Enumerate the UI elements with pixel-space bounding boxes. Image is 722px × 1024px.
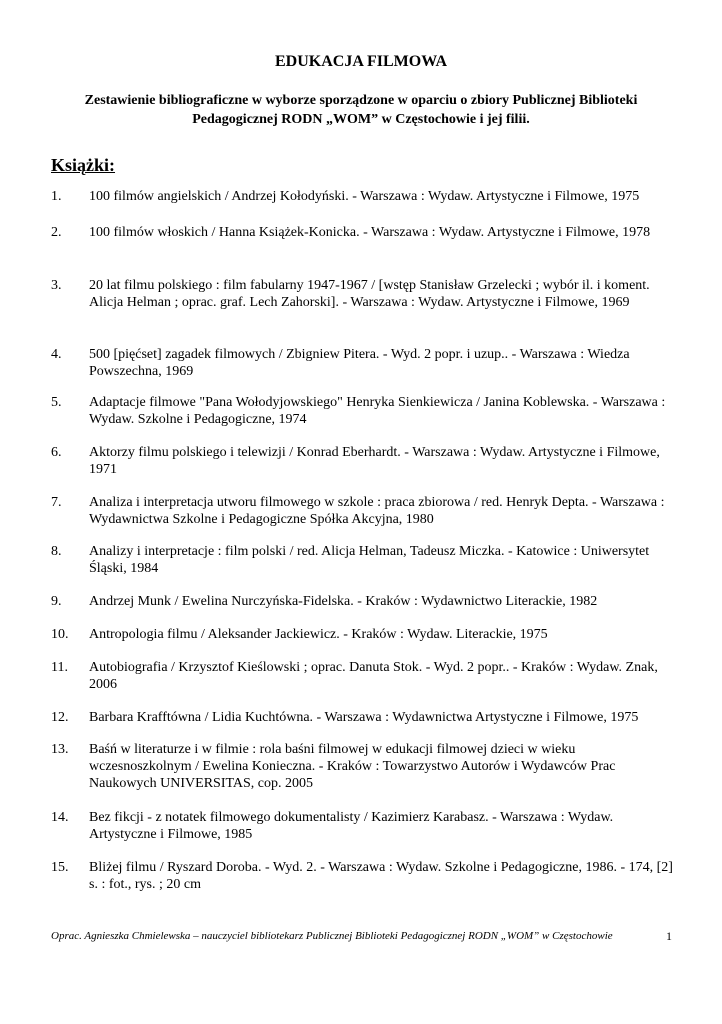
item-text: Analiza i interpretacja utworu filmowego w szkole : praca zbiorowa / red. Henryk Depta. - Warszawa : Wydawnictwa Szkolne i Pedagogiczne Spółka Akcyjna, 1980 <box>89 495 665 527</box>
document-subtitle: Zestawienie bibliograficzne w wyborze sporządzone w oparciu o zbiory Publicznej Biblioteki Pedagogicznej RODN „WOM” w Częstochowie i jej filii. <box>84 93 638 127</box>
item-number: 15. <box>51 860 69 875</box>
item-text: Baśń w literaturze i w filmie : rola baśni filmowej w edukacji filmowej dzieci w wieku wczesnoszkolnym / Ewelina Konieczna. - Kraków : Towarzystwo Autorów i Wydawców Prac Naukowych UNIVERSITAS, cop. 2005 <box>89 742 616 791</box>
item-text: Andrzej Munk / Ewelina Nurczyńska-Fidelska. - Kraków : Wydawnictwo Literackie, 1982 <box>89 594 598 609</box>
item-text: Bliżej filmu / Ryszard Doroba. - Wyd. 2. - Warszawa : Wydaw. Szkolne i Pedagogiczne, 1986. - 174, [2] s. : fot., rys. ; 20 cm <box>89 860 673 892</box>
item-number: 11. <box>51 660 68 675</box>
item-number: 1. <box>51 189 62 204</box>
section-heading-books: Książki: <box>51 155 116 175</box>
item-number: 13. <box>51 742 69 757</box>
item-text: Aktorzy filmu polskiego i telewizji / Konrad Eberhardt. - Warszawa : Wydaw. Artystyczne i Filmowe, 1971 <box>89 445 660 477</box>
item-text: Analizy i interpretacje : film polski / red. Alicja Helman, Tadeusz Miczka. - Katowice : Uniwersytet Śląski, 1984 <box>89 544 650 576</box>
item-number: 12. <box>51 710 69 725</box>
item-number: 10. <box>51 627 69 642</box>
item-text: Adaptacje filmowe "Pana Wołodyjowskiego" Henryka Sienkiewicza / Janina Koblewska. - Warszawa : Wydaw. Szkolne i Pedagogiczne, 1974 <box>89 395 666 427</box>
item-text: 100 filmów włoskich / Hanna Książek-Konicka. - Warszawa : Wydaw. Artystyczne i Filmowe, 1978 <box>89 225 651 240</box>
item-number: 2. <box>51 225 62 240</box>
document-title: EDUKACJA FILMOWA <box>274 53 447 70</box>
item-number: 6. <box>51 445 62 460</box>
item-number: 5. <box>51 395 62 410</box>
item-number: 9. <box>51 594 62 609</box>
item-number: 14. <box>51 810 69 825</box>
item-text: 100 filmów angielskich / Andrzej Kołodyński. - Warszawa : Wydaw. Artystyczne i Filmowe, 1975 <box>89 189 640 204</box>
item-number: 7. <box>51 495 62 510</box>
item-text: Autobiografia / Krzysztof Kieślowski ; oprac. Danuta Stok. - Wyd. 2 popr.. - Kraków : Wydaw. Znak, 2006 <box>89 660 658 692</box>
page-number: 1 <box>666 929 672 943</box>
item-text: Bez fikcji - z notatek filmowego dokumentalisty / Kazimierz Karabasz. - Warszawa : Wydaw. Artystyczne i Filmowe, 1985 <box>89 810 614 842</box>
item-text: Barbara Krafftówna / Lidia Kuchtówna. - Warszawa : Wydawnictwa Artystyczne i Filmowe, 1975 <box>89 710 639 725</box>
item-number: 8. <box>51 544 62 559</box>
item-number: 4. <box>51 347 62 362</box>
item-number: 3. <box>51 278 62 293</box>
item-text: 20 lat filmu polskiego : film fabularny 1947-1967 / [wstęp Stanisław Grzelecki ; wybór il. i koment. Alicja Helman ; oprac. graf. Lech Zahorski]. - Warszawa : Wydaw. Artystyczne i Filmowe, 1969 <box>89 278 650 310</box>
footer-credit: Oprac. Agnieszka Chmielewska – nauczyciel bibliotekarz Publicznej Biblioteki Pedagogicznej RODN „WOM” w Częstochowie <box>51 930 613 942</box>
item-text: Antropologia filmu / Aleksander Jackiewicz. - Kraków : Wydaw. Literackie, 1975 <box>89 627 548 642</box>
item-text: 500 [pięćset] zagadek filmowych / Zbigniew Pitera. - Wyd. 2 popr. i uzup.. - Warszawa : Wiedza Powszechna, 1969 <box>89 347 630 379</box>
